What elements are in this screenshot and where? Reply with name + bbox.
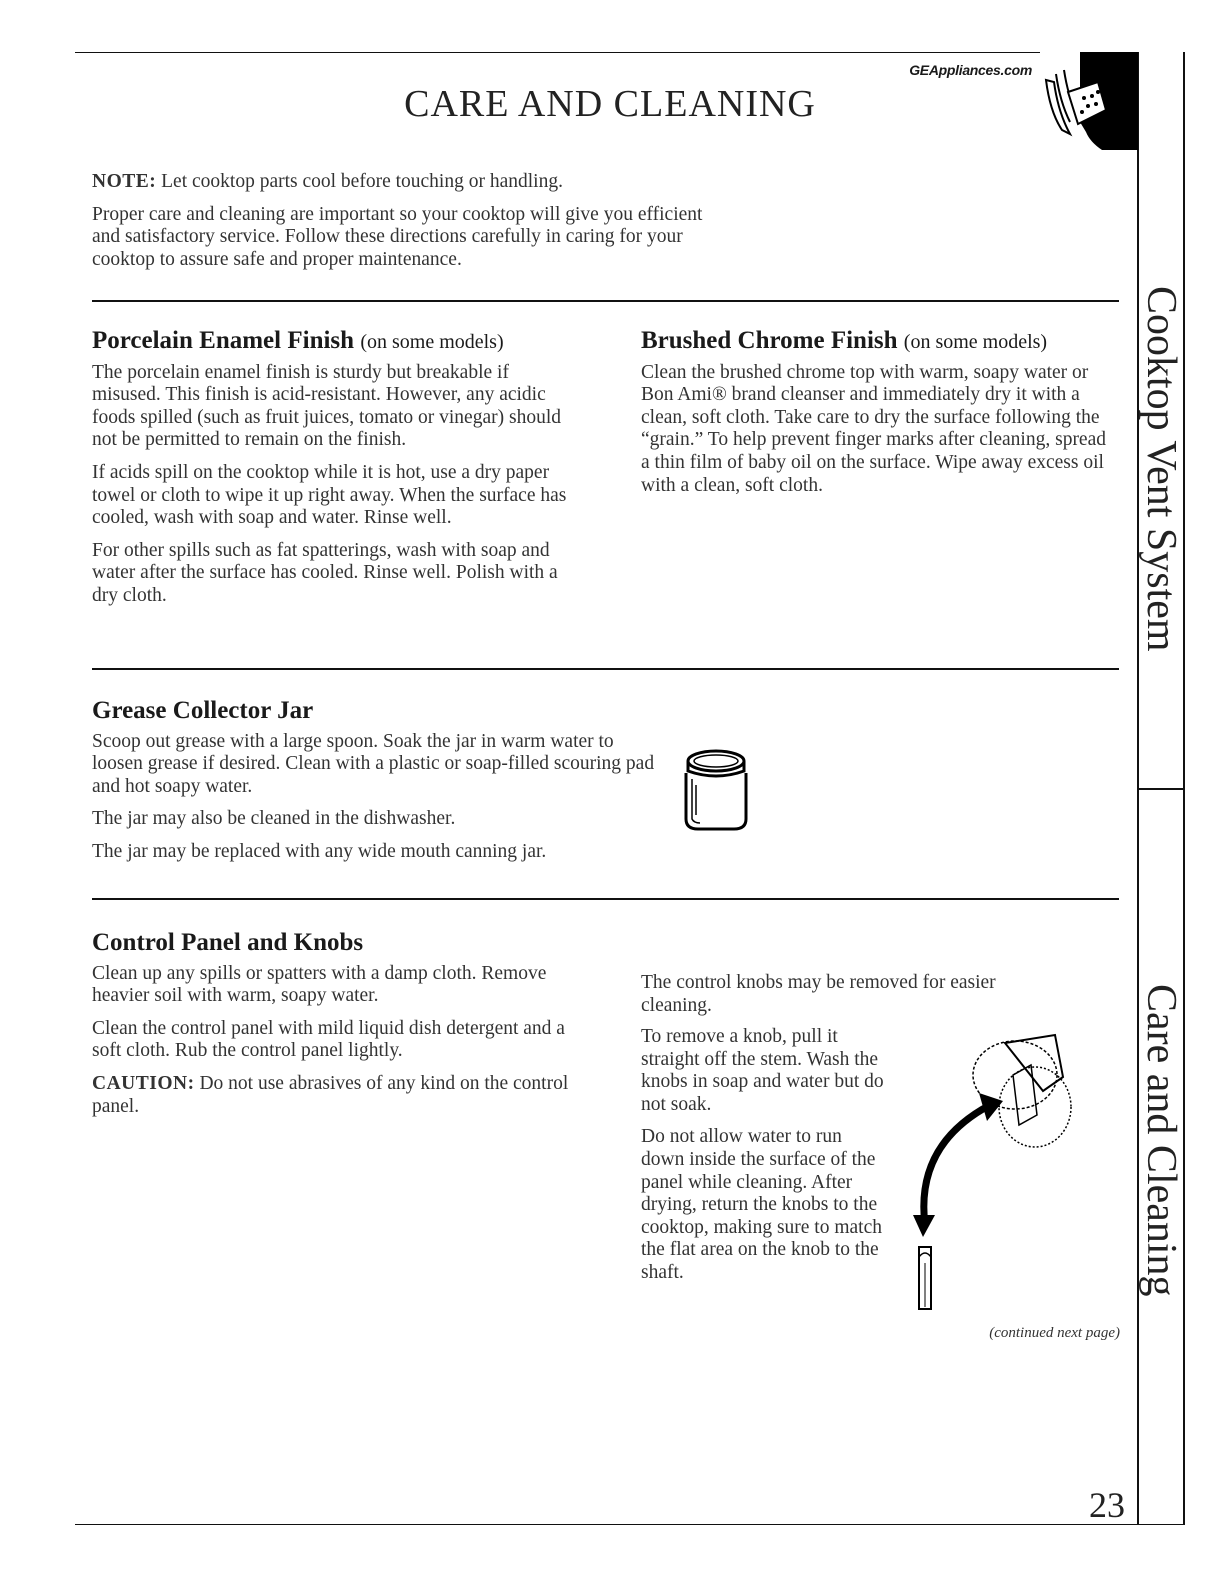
grease-paragraph: Scoop out grease with a large spoon. Soak the jar in warm water to loosen grease if desired. Clean with a plastic or soap-filled scouring pad and hot soapy water.	[92, 730, 655, 797]
control-right-intro	[641, 972, 1061, 1027]
porcelain-heading	[92, 327, 582, 354]
control-left-column	[92, 929, 592, 1128]
side-tab-label: Care and Cleaning	[1138, 983, 1184, 1297]
porcelain-paragraph: The porcelain enamel finish is sturdy but breakable if misused. This finish is acid-resistant. However, any acidic foods spilled (such as fruit juices, tomato or vinegar) should not be permitted to remain on the finish.	[92, 361, 561, 451]
knob-intro: The control knobs may be removed for easier cleaning.	[641, 972, 996, 1016]
continued-note: (continued next page)	[989, 1325, 1120, 1341]
caution-label: CAUTION:	[92, 1072, 195, 1094]
control-heading: Control Panel and Knobs	[92, 929, 364, 956]
top-rule	[75, 52, 1137, 53]
caution-text: Do not use abrasives of any kind on the control panel.	[92, 1072, 569, 1117]
note-text: Let cooktop parts cool before touching or handling.	[156, 171, 563, 192]
grease-paragraph: The jar may be replaced with any wide mouth canning jar.	[92, 840, 547, 862]
porcelain-heading-text: Porcelain Enamel Finish	[92, 327, 355, 354]
control-paragraph: Clean up any spills or spatters with a damp cloth. Remove heavier soil with warm, soapy water.	[92, 962, 547, 1007]
caution	[92, 1073, 592, 1118]
porcelain-section	[92, 327, 582, 618]
knob-paragraph: To remove a knob, pull it straight off the stem. Wash the knobs in soap and water but do not soak.	[641, 1026, 884, 1115]
chrome-heading-text: Brushed Chrome Finish	[641, 327, 898, 354]
side-tab-care-and-cleaning	[1138, 790, 1184, 1490]
side-tab-label: Cooktop Vent System	[1138, 286, 1184, 652]
intro-section	[92, 171, 732, 281]
note	[92, 171, 732, 194]
knob-removal-image	[895, 1025, 1080, 1320]
chrome-heading	[641, 327, 1111, 354]
grease-paragraph: The jar may also be cleaned in the dishwasher.	[92, 808, 456, 830]
grease-jar-image	[676, 745, 756, 835]
rule-after-intro	[92, 300, 1119, 302]
hand-cleaning-image	[1040, 52, 1138, 150]
knob-paragraph: Do not allow water to run down inside the surface of the panel while cleaning. After drying, return the knobs to the cooktop, making sure to match the flat area on the knob to the shaft.	[641, 1126, 882, 1283]
site-url: GEAppliances.com	[909, 62, 1032, 78]
rule-after-grease	[92, 898, 1119, 900]
side-tab-cooktop-vent-system	[1138, 150, 1184, 788]
bottom-rule	[75, 1524, 1185, 1525]
grease-section	[92, 697, 667, 874]
grease-heading: Grease Collector Jar	[92, 697, 314, 724]
rule-after-finishes	[92, 668, 1119, 670]
note-label: NOTE:	[92, 171, 157, 192]
porcelain-paragraph: If acids spill on the cooktop while it is hot, use a dry paper towel or cloth to wipe it up right away. When the surface has cooled, wash with soap and water. Rinse well.	[92, 461, 567, 529]
control-paragraph: Clean the control panel with mild liquid dish detergent and a soft cloth. Rub the control panel lightly.	[92, 1017, 565, 1062]
chrome-qualifier: (on some models)	[903, 331, 1048, 353]
chrome-section	[641, 327, 1111, 507]
page-title: CARE AND CLEANING	[404, 83, 816, 125]
chrome-paragraph: Clean the brushed chrome top with warm, soapy water or Bon Ami® brand cleanser and immediately dry it with a clean, soft cloth. Take care to dry the surface following the “grain.” To help prevent finger marks after cleaning, spread a thin film of baby oil on the surface. Wipe away excess oil with a clean, soft cloth.	[641, 361, 1106, 496]
porcelain-qualifier: (on some models)	[360, 331, 504, 353]
control-right-column	[641, 1026, 886, 1295]
intro-paragraph: Proper care and cleaning are important so your cooktop will give you efficient and satisfactory service. Follow these directions carefully in caring for your cooktop to assure safe and proper maintenance.	[92, 203, 703, 270]
porcelain-paragraph: For other spills such as fat spatterings, wash with soap and water after the surface has cooled. Rinse well. Polish with a dry cloth.	[92, 539, 558, 606]
page-number: 23	[1089, 1485, 1125, 1525]
